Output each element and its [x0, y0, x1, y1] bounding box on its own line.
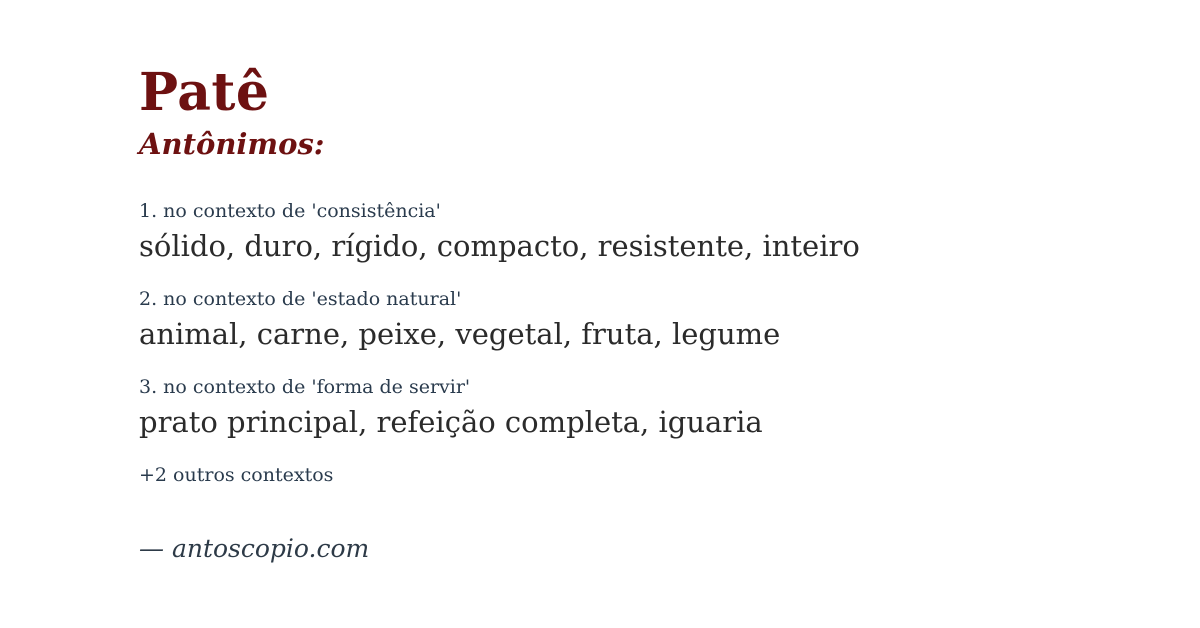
context-label: 2. no contexto de 'estado natural'	[139, 288, 462, 311]
context-label: 3. no contexto de 'forma de servir'	[139, 376, 471, 399]
site-attribution: — antoscopio.com	[139, 534, 370, 564]
context-words: animal, carne, peixe, vegetal, fruta, legume	[139, 317, 781, 352]
context-item	[139, 200, 1160, 264]
context-words: prato principal, refeição completa, iguaria	[139, 405, 763, 440]
context-item	[139, 376, 1160, 440]
more-contexts-note: +2 outros contextos	[139, 464, 334, 487]
antonyms-heading: Antônimos:	[139, 126, 325, 161]
word-title: Patê	[139, 62, 270, 123]
context-label: 1. no contexto de 'consistência'	[139, 200, 441, 223]
contexts-list	[139, 200, 1160, 440]
context-words: sólido, duro, rígido, compacto, resistente, inteiro	[139, 229, 860, 264]
context-item	[139, 288, 1160, 352]
